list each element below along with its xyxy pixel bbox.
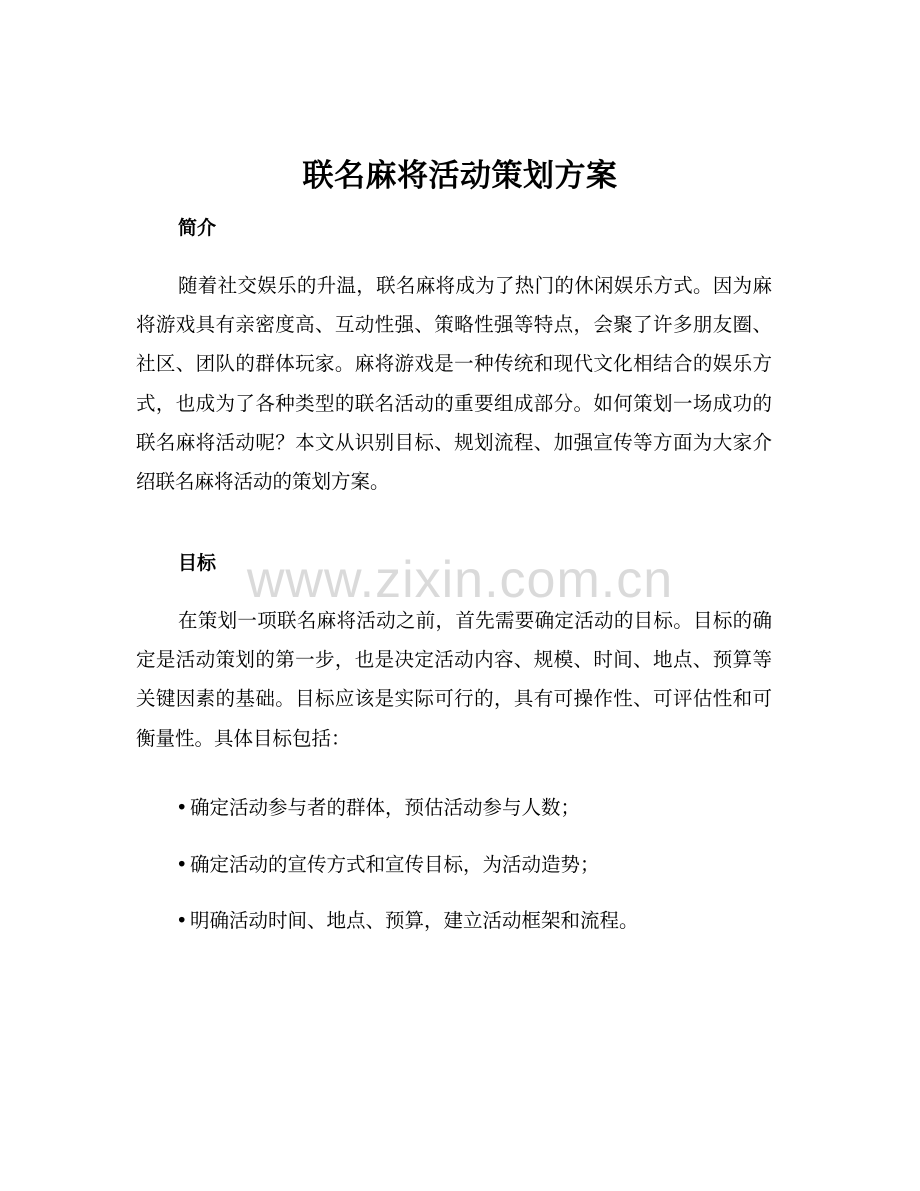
list-item-text: 明确活动时间、地点、预算，建立活动框架和流程。: [190, 909, 639, 932]
bullet-icon: •: [176, 796, 188, 819]
watermark: www.zixin.com.cn: [246, 551, 674, 609]
section-heading-intro: 简介: [178, 217, 217, 239]
list-item: [176, 792, 776, 824]
bullet-icon: •: [176, 853, 188, 876]
list-item: [176, 905, 776, 937]
list-item: [176, 849, 776, 881]
section-paragraph-intro: 随着社交娱乐的升温，联名麻将成为了热门的休闲娱乐方式。因为麻将游戏具有亲密度高、互动性强、策略性强等特点，会聚了许多朋友圈、社区、团队的群体玩家。麻将游戏是一种传统和现代文化相结合的娱乐方式，也成为了各种类型的联名活动的重要组成部分。如何策划一场成功的联名麻将活动呢？本文从识别目标、规划流程、加强宣传等方面为大家介绍联名麻将活动的策划方案。: [136, 274, 772, 494]
document-title: 联名麻将活动策划方案: [302, 158, 618, 194]
list-item-text: 确定活动的宣传方式和宣传目标，为活动造势；: [190, 853, 600, 876]
section-heading-goals: 目标: [178, 552, 217, 574]
list-item-text: 确定活动参与者的群体，预估活动参与人数；: [190, 796, 581, 819]
bullet-icon: •: [176, 909, 188, 932]
section-paragraph-goals: 在策划一项联名麻将活动之前，首先需要确定活动的目标。目标的确定是活动策划的第一步，也是决定活动内容、规模、时间、地点、预算等关键因素的基础。目标应该是实际可行的，具有可操作性、可评估性和可衡量性。具体目标包括：: [136, 609, 772, 750]
